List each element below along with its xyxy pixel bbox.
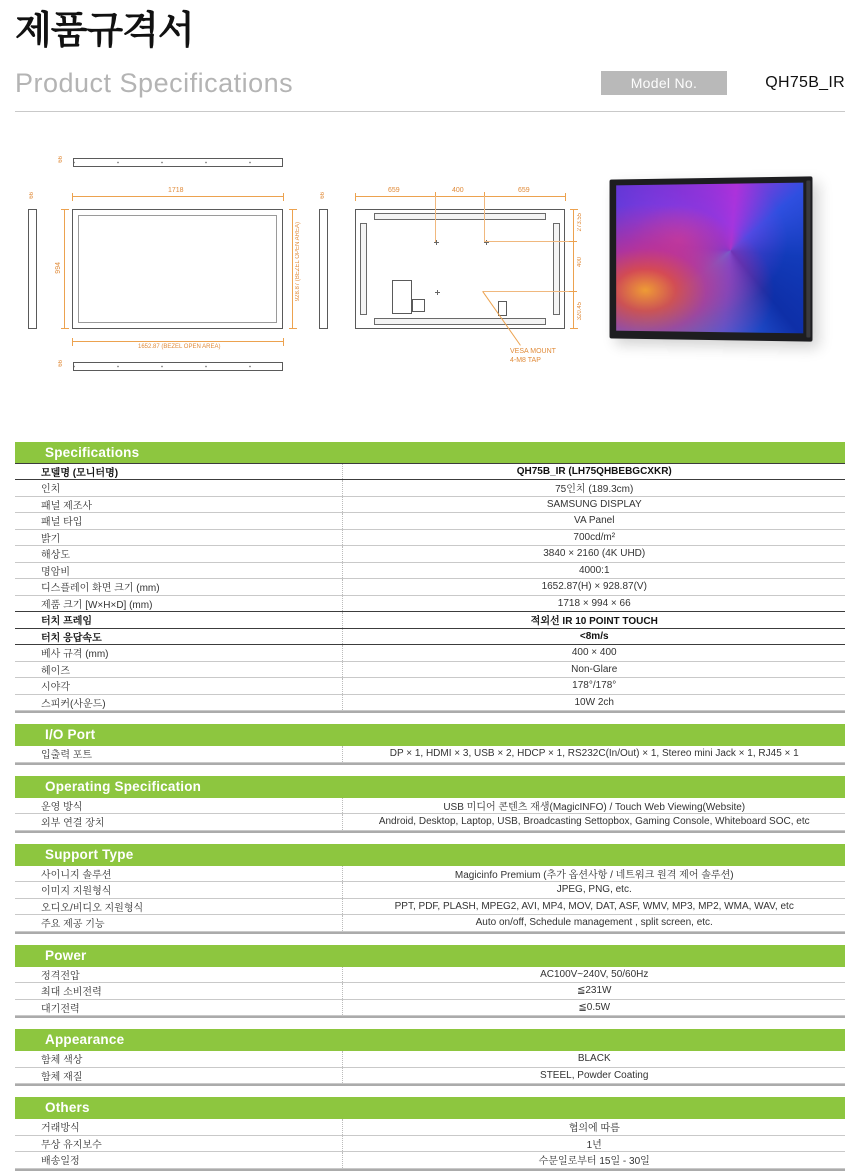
vesa-mount-label-2: 4-M8 TAP bbox=[510, 356, 541, 364]
front-width-dim: 1718 bbox=[168, 186, 184, 194]
spec-row bbox=[15, 1000, 845, 1017]
spec-label: 해상도 bbox=[41, 550, 70, 562]
section-header: Support Type bbox=[15, 844, 845, 866]
spec-value: ≦0.5W bbox=[342, 1000, 845, 1016]
page-title: 제품규격서 bbox=[15, 10, 194, 52]
spec-value: STEEL, Powder Coating bbox=[342, 1068, 845, 1084]
front-bottom-side-view bbox=[73, 362, 283, 371]
section-header: Operating Specification bbox=[15, 776, 845, 798]
spec-label: 제품 크기 [W×H×D] (mm) bbox=[41, 599, 153, 611]
spec-value: Android, Desktop, Laptop, USB, Broadcasting Settopbox, Gaming Console, Whiteboard SOC, etc bbox=[342, 814, 845, 830]
spec-row bbox=[15, 866, 845, 883]
front-view bbox=[72, 209, 283, 329]
spec-label: 밝기 bbox=[41, 533, 61, 545]
construction-line bbox=[483, 291, 573, 292]
section-others bbox=[15, 1097, 845, 1171]
spec-row bbox=[15, 645, 845, 662]
spec-row bbox=[15, 967, 845, 984]
spec-row bbox=[15, 678, 845, 695]
spec-row bbox=[15, 563, 845, 580]
spec-label: 명암비 bbox=[41, 566, 70, 578]
spec-value: DP × 1, HDMI × 3, USB × 2, HDCP × 1, RS232C(In/Out) × 1, Stereo mini Jack × 1, RJ45 × 1 bbox=[342, 746, 845, 762]
spec-row bbox=[15, 1152, 845, 1169]
section-header: Others bbox=[15, 1097, 845, 1119]
model-no-badge: Model No. bbox=[601, 71, 728, 95]
front-bezel-width-dim: 1652.87 (BEZEL OPEN AREA) bbox=[138, 343, 221, 350]
spec-row bbox=[15, 480, 845, 497]
product-photo bbox=[610, 176, 813, 341]
spec-value: 1652.87(H) × 928.87(V) bbox=[342, 579, 845, 595]
spec-row bbox=[15, 463, 845, 481]
spec-value: 10W 2ch bbox=[342, 695, 845, 711]
spec-value: 75인치 (189.3cm) bbox=[342, 480, 845, 496]
section-operating-specification bbox=[15, 776, 845, 833]
depth-dim-label: 66 bbox=[320, 191, 326, 199]
spec-row bbox=[15, 882, 845, 899]
front-height-dim: 994 bbox=[55, 261, 62, 274]
spec-label: 이미지 지원형식 bbox=[41, 886, 112, 898]
section-header: Power bbox=[15, 945, 845, 967]
spec-value: 178°/178° bbox=[342, 678, 845, 694]
technical-drawings bbox=[0, 112, 860, 430]
front-bezel-height-dim: 928.87 (BEZEL OPEN AREA) bbox=[295, 221, 301, 301]
spec-value: 1년 bbox=[342, 1136, 845, 1152]
front-bezel-height-dim-line bbox=[292, 209, 293, 329]
spec-value: SAMSUNG DISPLAY bbox=[342, 497, 845, 513]
spec-row bbox=[15, 579, 845, 596]
spec-row bbox=[15, 546, 845, 563]
rear-right-dim-1: 273.55 bbox=[577, 212, 583, 232]
rear-side-view bbox=[319, 209, 328, 329]
spec-row bbox=[15, 513, 845, 530]
spec-label: 터치 응답속도 bbox=[41, 632, 102, 644]
spec-row bbox=[15, 628, 845, 646]
rear-small-box bbox=[412, 299, 425, 312]
spec-label: 패널 제조사 bbox=[41, 500, 93, 512]
depth-dim-label: 66 bbox=[58, 155, 64, 163]
spec-label: 최대 소비전력 bbox=[41, 987, 102, 999]
rear-top-dim-2: 400 bbox=[452, 186, 464, 194]
rear-top-dim-1: 659 bbox=[388, 186, 400, 194]
spec-row bbox=[15, 530, 845, 547]
section-header: I/O Port bbox=[15, 724, 845, 746]
rear-right-dim-3: 320.45 bbox=[577, 301, 583, 321]
spec-row bbox=[15, 662, 845, 679]
spec-value: VA Panel bbox=[342, 513, 845, 529]
spec-value: 4000:1 bbox=[342, 563, 845, 579]
spec-value: <8m/s bbox=[342, 629, 845, 645]
spec-label: 외부 연결 장치 bbox=[41, 818, 105, 830]
spec-value: 3840 × 2160 (4K UHD) bbox=[342, 546, 845, 562]
spec-label: 대기전력 bbox=[41, 1003, 80, 1015]
dim-tick bbox=[569, 291, 577, 292]
spec-label: 거래방식 bbox=[41, 1123, 80, 1135]
section-support-type bbox=[15, 844, 845, 934]
vesa-hole-mark bbox=[435, 290, 440, 295]
front-bezel-width-dim-line bbox=[72, 341, 283, 342]
spec-label: 입출력 포트 bbox=[41, 750, 93, 762]
spec-value: PPT, PDF, PLASH, MPEG2, AVI, MP4, MOV, DAT, ASF, WMV, MP3, MP2, WMA, WAV, etc bbox=[342, 899, 845, 915]
spec-row bbox=[15, 1119, 845, 1136]
spec-value: 수문일로부터 15일 - 30일 bbox=[342, 1152, 845, 1168]
rear-top-dim-3: 659 bbox=[518, 186, 530, 194]
page-header bbox=[0, 0, 860, 99]
rear-left-rail bbox=[360, 223, 367, 315]
spec-label: 디스플레이 화면 크기 (mm) bbox=[41, 583, 160, 595]
spec-label: 스피커(사운드) bbox=[41, 698, 106, 710]
rear-top-rail bbox=[374, 213, 546, 220]
model-no-value: QH75B_IR bbox=[765, 74, 845, 92]
rear-junction-box bbox=[392, 280, 412, 314]
vesa-mount-label-1: VESA MOUNT bbox=[510, 347, 556, 355]
front-left-side-view bbox=[28, 209, 37, 329]
section-specifications bbox=[15, 442, 845, 714]
depth-dim-label: 66 bbox=[29, 191, 35, 199]
section-i-o-port bbox=[15, 724, 845, 765]
spec-row bbox=[15, 596, 845, 613]
rear-top-dim-line bbox=[355, 196, 565, 197]
spec-row bbox=[15, 695, 845, 712]
construction-line bbox=[485, 241, 573, 242]
spec-row bbox=[15, 497, 845, 514]
section-power bbox=[15, 945, 845, 1019]
construction-line bbox=[484, 196, 485, 242]
spec-label: 사이니지 솔루션 bbox=[41, 869, 112, 881]
front-height-dim-line bbox=[64, 209, 65, 329]
spec-value: 400 × 400 bbox=[342, 645, 845, 661]
construction-line bbox=[435, 196, 436, 242]
spec-value: 1718 × 994 × 66 bbox=[342, 596, 845, 612]
rear-right-rail bbox=[553, 223, 560, 315]
spec-row bbox=[15, 899, 845, 916]
spec-label: 헤이즈 bbox=[41, 665, 70, 677]
spec-label: 주요 제공 기능 bbox=[41, 919, 105, 931]
spec-value: Auto on/off, Schedule management , split screen, etc. bbox=[342, 915, 845, 931]
product-photo-edge bbox=[806, 180, 810, 337]
spec-value: Non-Glare bbox=[342, 662, 845, 678]
spec-row bbox=[15, 915, 845, 932]
spec-label: 터치 프레임 bbox=[41, 616, 93, 628]
spec-label: 베사 규격 (mm) bbox=[41, 649, 109, 661]
page-subtitle: Product Specifications bbox=[15, 67, 294, 98]
rear-bottom-rail bbox=[374, 318, 546, 325]
depth-dim-label: 66 bbox=[58, 359, 64, 367]
dim-tick bbox=[569, 241, 577, 242]
spec-label: 무상 유지보수 bbox=[41, 1139, 102, 1151]
spec-label: 오디오/비디오 지원형식 bbox=[41, 902, 144, 914]
spec-label: 정격전압 bbox=[41, 970, 80, 982]
spec-value: 700cd/m² bbox=[342, 530, 845, 546]
spec-label: 함체 색상 bbox=[41, 1055, 83, 1067]
spec-row bbox=[15, 611, 845, 629]
rear-right-dim-line bbox=[573, 209, 574, 329]
spec-label: 시야각 bbox=[41, 682, 70, 694]
spec-row bbox=[15, 1068, 845, 1085]
rear-view bbox=[355, 209, 565, 329]
spec-value: JPEG, PNG, etc. bbox=[342, 882, 845, 898]
spec-value: BLACK bbox=[342, 1051, 845, 1067]
section-header: Specifications bbox=[15, 442, 845, 464]
spec-sections bbox=[0, 442, 860, 1171]
spec-row bbox=[15, 814, 845, 831]
section-header: Appearance bbox=[15, 1029, 845, 1051]
spec-value: QH75B_IR (LH75QHBEBGCXKR) bbox=[342, 464, 845, 480]
spec-row bbox=[15, 746, 845, 763]
spec-label: 모델명 (모니터명) bbox=[41, 467, 119, 479]
spec-label: 함체 재질 bbox=[41, 1071, 83, 1083]
front-view-bezel bbox=[78, 215, 277, 323]
spec-value: 적외선 IR 10 POINT TOUCH bbox=[342, 612, 845, 628]
spec-row bbox=[15, 983, 845, 1000]
front-width-dim-line bbox=[72, 196, 283, 197]
spec-value: AC100V~240V, 50/60Hz bbox=[342, 967, 845, 983]
spec-row bbox=[15, 1136, 845, 1153]
front-top-side-view bbox=[73, 158, 283, 167]
product-photo-screen bbox=[616, 182, 803, 333]
spec-label: 운영 방식 bbox=[41, 801, 83, 813]
spec-label: 배송일정 bbox=[41, 1156, 80, 1168]
spec-value: Magicinfo Premium (추가 옵션사항 / 네트워크 원격 제어 솔루션) bbox=[342, 866, 845, 882]
spec-value: ≦231W bbox=[342, 983, 845, 999]
spec-label: 인치 bbox=[41, 484, 61, 496]
spec-row bbox=[15, 798, 845, 815]
spec-row bbox=[15, 1051, 845, 1068]
spec-label: 패널 타입 bbox=[41, 517, 83, 529]
spec-value: USB 미디어 콘텐츠 재생(MagicINFO) / Touch Web Viewing(Website) bbox=[342, 798, 845, 814]
spec-value: 협의에 따름 bbox=[342, 1119, 845, 1135]
section-appearance bbox=[15, 1029, 845, 1086]
rear-right-dim-2: 400 bbox=[577, 256, 583, 267]
